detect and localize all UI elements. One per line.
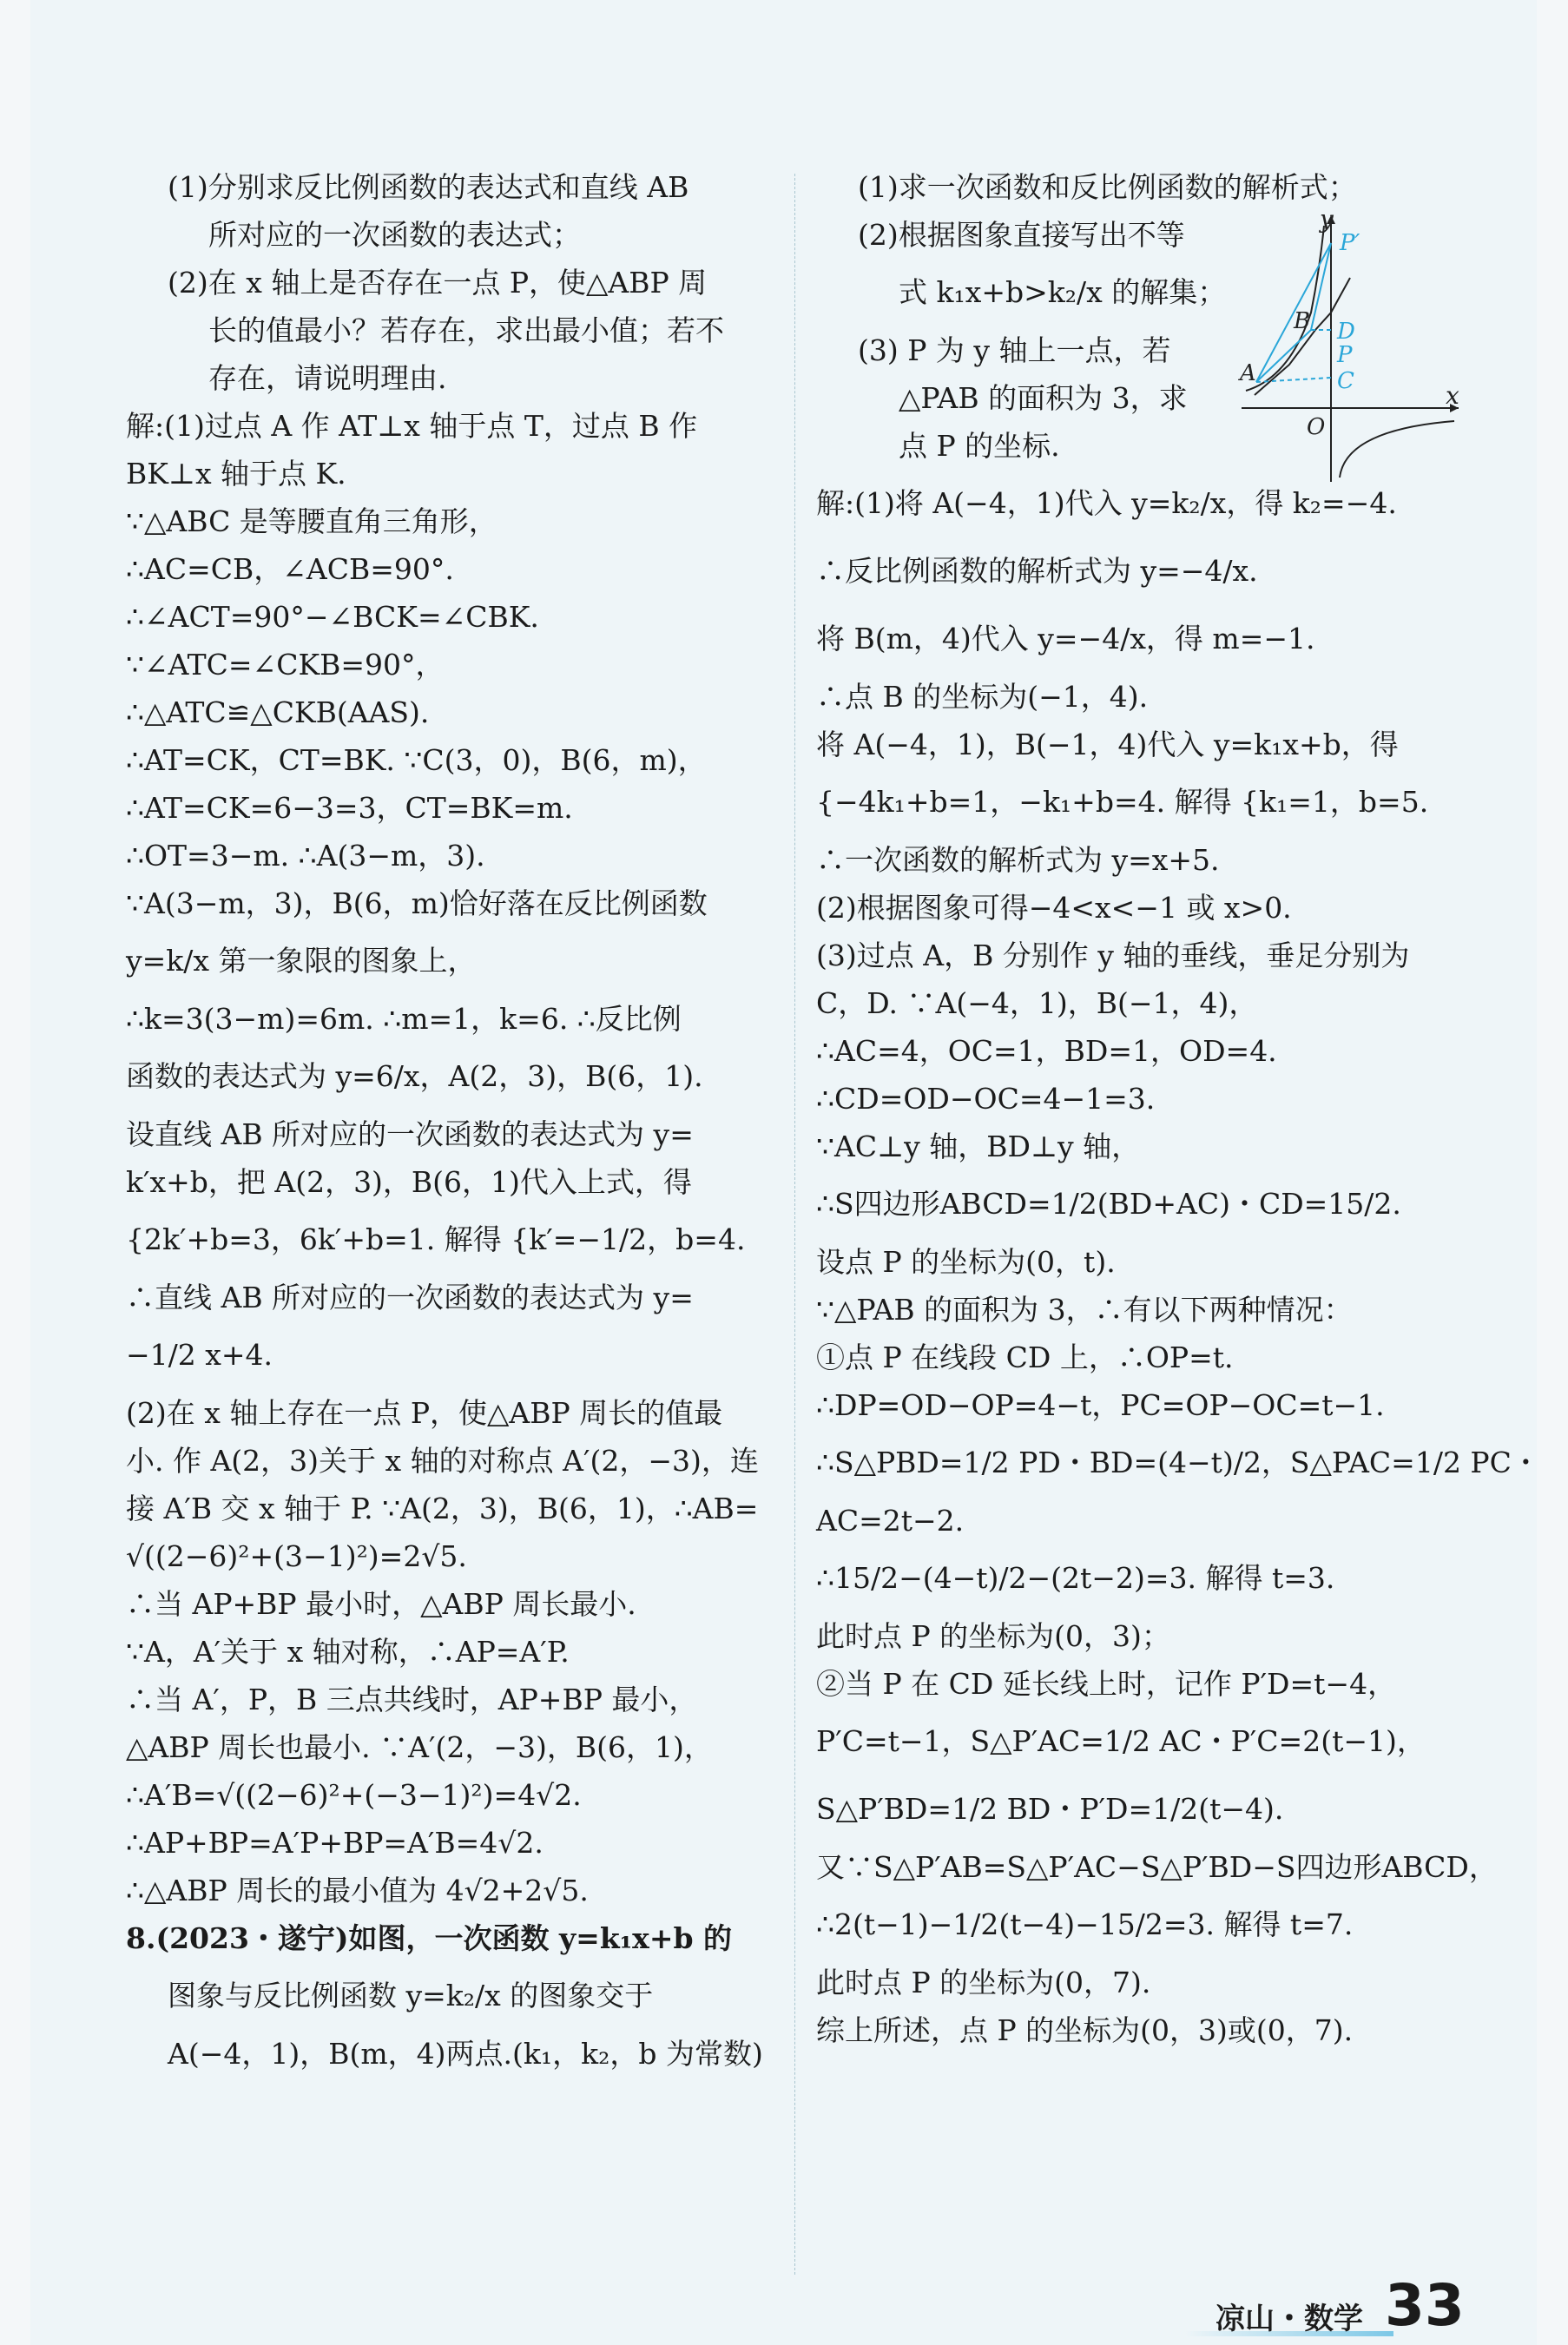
text-line: ∵A，A′关于 x 轴对称，∴AP=A′P. — [126, 1635, 570, 1669]
text-line: ②当 P 在 CD 延长线上时，记作 P′D=t−4， — [816, 1667, 1397, 1701]
solution-start: 解:(1)将 A(−4，1)代入 y=k₂/x，得 k₂=−4. — [816, 486, 1397, 520]
text-line: S△P′BD=1/2 BD・P′D=1/2(t−4). — [816, 1792, 1284, 1826]
text-line: ∴当 A′，P，B 三点共线时，AP+BP 最小， — [126, 1683, 698, 1716]
text-line: (1)分别求反比例函数的表达式和直线 AB — [168, 170, 689, 204]
text-line: ∴S四边形ABCD=1/2(BD+AC)・CD=15/2. — [816, 1187, 1401, 1221]
text-line: 此时点 P 的坐标为(0，3)； — [816, 1619, 1170, 1653]
text-line: 此时点 P 的坐标为(0，7). — [816, 1966, 1151, 1999]
label-c: C — [1337, 368, 1354, 394]
text-line: ∴△ABP 周长的最小值为 4√2+2√5. — [126, 1874, 589, 1907]
text-line: A(−4，1)，B(m，4)两点.(k₁，k₂，b 为常数) — [168, 2037, 763, 2071]
text-line: ∴AT=CK=6−3=3，CT=BK=m. — [126, 791, 573, 825]
hyperbola-branch-left — [1246, 226, 1324, 391]
text-line: ∵AC⊥y 轴，BD⊥y 轴， — [816, 1130, 1141, 1163]
text-line: 式 k₁x+b>k₂/x 的解集； — [899, 275, 1227, 309]
text-line: ∵△ABC 是等腰直角三角形， — [126, 504, 497, 538]
text-line: ∴反比例函数的解析式为 y=−4/x. — [816, 554, 1258, 588]
label-o: O — [1307, 414, 1326, 440]
text-line: 综上所述，点 P 的坐标为(0，3)或(0，7). — [816, 2013, 1354, 2047]
text-line: ∴OT=3−m. ∴A(3−m，3). — [126, 839, 485, 873]
text-line: y=k/x 第一象限的图象上， — [126, 944, 477, 978]
text-line: 又∵S△P′AB=S△P′AC−S△P′BD−S四边形ABCD， — [816, 1850, 1498, 1884]
text-line: 点 P 的坐标. — [899, 429, 1060, 463]
text-line: 接 A′B 交 x 轴于 P. ∵A(2，3)，B(6，1)，∴AB= — [126, 1492, 759, 1525]
text-line: ∴△ATC≌△CKB(AAS). — [126, 695, 430, 729]
label-y: y — [1320, 208, 1334, 234]
problem-8-heading: 8.(2023・遂宁)如图，一次函数 y=k₁x+b 的 — [126, 1921, 733, 1955]
label-b: B — [1294, 308, 1311, 334]
label-p: P — [1337, 342, 1353, 368]
equation-system: {−4k₁+b=1，−k₁+b=4. 解得 {k₁=1，b=5. — [816, 785, 1429, 819]
text-line: ①点 P 在线段 CD 上，∴OP=t. — [816, 1340, 1234, 1374]
text-line: 小. 作 A(2，3)关于 x 轴的对称点 A′(2，−3)，连 — [126, 1444, 759, 1478]
page-number: 33 — [1385, 2272, 1465, 2339]
text-line: ∴15/2−(4−t)/2−(2t−2)=3. 解得 t=3. — [816, 1561, 1335, 1595]
text-line: ∴AC=CB，∠ACB=90°. — [126, 552, 454, 586]
text-line: ∴DP=OD−OP=4−t，PC=OP−OC=t−1. — [816, 1388, 1385, 1422]
text-line: ∴AT=CK，CT=BK. ∵C(3，0)，B(6，m)， — [126, 743, 707, 777]
text-line: △ABP 周长也最小. ∵A′(2，−3)，B(6，1)， — [126, 1730, 713, 1764]
text-line: (2)在 x 轴上是否存在一点 P，使△ABP 周 — [168, 266, 708, 300]
page — [30, 0, 1540, 2345]
text-line: P′C=t−1，S△P′AC=1/2 AC・P′C=2(t−1)， — [816, 1724, 1426, 1758]
text-line: √((2−6)²+(3−1)²)=2√5. — [126, 1539, 467, 1573]
hyperbola-branch-right — [1340, 421, 1454, 478]
text-line: ∴点 B 的坐标为(−1，4). — [816, 680, 1149, 714]
text-line: △PAB 的面积为 3，求 — [899, 381, 1188, 415]
text-line: ∵∠ATC=∠CKB=90°， — [126, 648, 445, 682]
text-line: −1/2 x+4. — [126, 1338, 273, 1372]
text-line: ∴S△PBD=1/2 PD・BD=(4−t)/2，S△PAC=1/2 PC・ — [816, 1446, 1540, 1479]
text-line: AC=2t−2. — [816, 1504, 965, 1538]
text-line: (1)求一次函数和反比例函数的解析式； — [858, 170, 1357, 204]
text-line: BK⊥x 轴于点 K. — [126, 457, 346, 491]
page-footer — [1150, 2272, 1550, 2340]
text-line: ∴当 AP+BP 最小时，△ABP 周长最小. — [126, 1587, 636, 1621]
text-line: (2)在 x 轴上存在一点 P，使△ABP 周长的值最 — [126, 1396, 723, 1430]
text-line: ∴AP+BP=A′P+BP=A′B=4√2. — [126, 1826, 544, 1860]
text-line: 设点 P 的坐标为(0，t). — [816, 1245, 1116, 1279]
text-line: 所对应的一次函数的表达式； — [208, 218, 581, 252]
equation-system: {2k′+b=3，6k′+b=1. 解得 {k′=−1/2，b=4. — [126, 1222, 746, 1256]
text-line: ∴CD=OD−OC=4−1=3. — [816, 1082, 1156, 1116]
text-line: 设直线 AB 所对应的一次函数的表达式为 y= — [126, 1117, 694, 1151]
label-d: D — [1337, 319, 1355, 345]
function-graph-figure — [1237, 208, 1463, 486]
text-line: (2)根据图象可得−4<x<−1 或 x>0. — [816, 891, 1292, 925]
text-line: ∴A′B=√((2−6)²+(−3−1)²)=4√2. — [126, 1778, 582, 1812]
text-line: ∴2(t−1)−1/2(t−4)−15/2=3. 解得 t=7. — [816, 1907, 1354, 1941]
label-p-prime: P′ — [1340, 230, 1360, 256]
label-x: x — [1446, 381, 1459, 410]
text-line: (2)根据图象直接写出不等 — [858, 218, 1185, 252]
column-divider — [794, 174, 795, 2275]
text-line: 函数的表达式为 y=6/x，A(2，3)，B(6，1). — [126, 1059, 703, 1093]
text-line: 存在，请说明理由. — [208, 361, 447, 395]
left-column — [126, 163, 768, 2078]
text-line: ∴k=3(3−m)=6m. ∴m=1，k=6. ∴反比例 — [126, 1002, 682, 1036]
solution-start: 解:(1)过点 A 作 AT⊥x 轴于点 T，过点 B 作 — [126, 409, 698, 443]
text-line: 将 A(−4，1)，B(−1，4)代入 y=k₁x+b，得 — [816, 728, 1399, 761]
text-line: ∴一次函数的解析式为 y=x+5. — [816, 843, 1220, 877]
text-line: ∴AC=4，OC=1，BD=1，OD=4. — [816, 1034, 1277, 1068]
text-line: ∵△PAB 的面积为 3，∴有以下两种情况： — [816, 1293, 1353, 1327]
text-line: k′x+b，把 A(2，3)，B(6，1)代入上式，得 — [126, 1165, 692, 1199]
text-line: 长的值最小？若存在，求出最小值；若不 — [208, 313, 724, 347]
text-line: 将 B(m，4)代入 y=−4/x，得 m=−1. — [816, 622, 1315, 655]
text-line: ∴∠ACT=90°−∠BCK=∠CBK. — [126, 600, 539, 634]
text-line: C，D. ∵A(−4，1)，B(−1，4)， — [816, 986, 1258, 1020]
text-line: (3)过点 A，B 分别作 y 轴的垂线，垂足分别为 — [816, 939, 1410, 972]
label-a: A — [1240, 360, 1256, 386]
footer-label: 凉山・数学 — [1216, 2302, 1363, 2336]
text-line: ∴直线 AB 所对应的一次函数的表达式为 y= — [126, 1281, 694, 1314]
text-line: 图象与反比例函数 y=k₂/x 的图象交于 — [168, 1979, 654, 2012]
text-line: (3) P 为 y 轴上一点，若 — [858, 333, 1171, 367]
text-line: ∵A(3−m，3)，B(6，m)恰好落在反比例函数 — [126, 886, 708, 920]
